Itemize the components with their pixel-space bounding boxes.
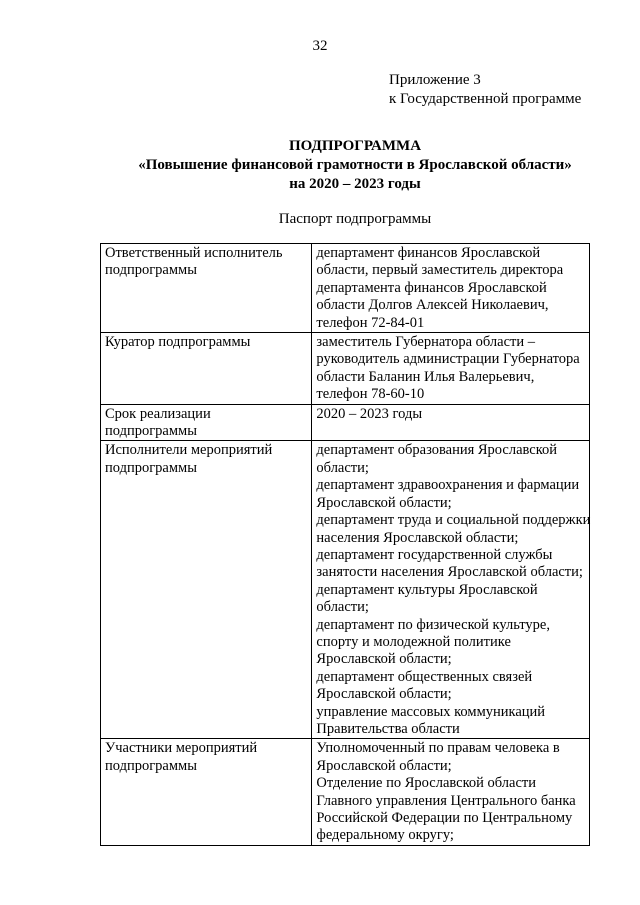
row-value-line: Российской Федерации по Центральному xyxy=(316,810,573,826)
row-value-line: 2020 – 2023 годы xyxy=(316,405,423,422)
row-value-line: области Долгов Алексей Николаевич, xyxy=(316,297,549,314)
row-label-cell xyxy=(101,333,312,405)
passport-table-body xyxy=(101,244,590,846)
table-row xyxy=(101,333,590,405)
row-value-line: спорту и молодежной политике xyxy=(316,633,511,650)
appendix-note xyxy=(389,71,581,109)
row-value-line: департамент общественных связей xyxy=(316,668,533,685)
row-label-cell xyxy=(101,244,312,333)
row-value-line: Отделение по Ярославской области xyxy=(316,775,536,792)
row-label-line: Куратор подпрограммы xyxy=(105,334,251,351)
row-value-line: Главного управления Центрального банка xyxy=(316,792,576,809)
row-value-cell xyxy=(312,333,590,405)
row-value-cell xyxy=(312,441,590,739)
row-label-cell xyxy=(101,739,312,845)
row-value-line: департамент государственной службы xyxy=(316,546,553,563)
row-label-line: Исполнители мероприятий xyxy=(105,442,273,459)
row-value-line: Ярославской области; xyxy=(316,686,452,703)
appendix-line-2: к Государственной программе xyxy=(389,91,582,107)
row-value-line: области Баланин Илья Валерьевич, xyxy=(316,368,535,385)
row-value-line: области; xyxy=(316,459,369,476)
row-value-line: телефон 78-60-10 xyxy=(316,386,425,403)
table-row xyxy=(101,244,590,333)
row-value-line: департамент здравоохранения и фармации xyxy=(316,477,580,494)
appendix-line-1: Приложение 3 xyxy=(389,72,481,88)
row-value-line: Правительства области xyxy=(316,720,460,737)
row-label-line: Участники мероприятий xyxy=(105,740,258,757)
row-value-line: департамент финансов Ярославской xyxy=(316,245,541,261)
row-value-cell xyxy=(312,404,590,441)
row-value-line: Ярославской области; xyxy=(316,651,452,668)
row-value-line: заместитель Губернатора области – xyxy=(316,334,535,351)
row-value-cell xyxy=(312,244,590,333)
row-label-cell xyxy=(101,404,312,441)
row-value-line: департамент культуры Ярославской xyxy=(316,581,538,598)
row-label-line: подпрограммы xyxy=(105,423,197,440)
page-number: 32 xyxy=(312,38,328,54)
heading-line-1: ПОДПРОГРАММА xyxy=(288,138,422,154)
row-label-line: подпрограммы xyxy=(105,757,197,774)
row-label-line: Ответственный исполнитель xyxy=(105,245,283,261)
row-label-line: подпрограммы xyxy=(105,459,197,476)
row-value-line: департамента финансов Ярославской xyxy=(316,279,547,296)
row-value-line: области, первый заместитель директора xyxy=(316,262,564,279)
row-value-line: департамент образования Ярославской xyxy=(316,442,558,459)
row-label-line: Срок реализации xyxy=(105,405,211,422)
row-value-line: занятости населения Ярославской области; xyxy=(316,564,583,581)
table-row xyxy=(101,441,590,739)
row-value-line: населения Ярославской области; xyxy=(316,529,519,546)
row-value-line: департамент по физической культуре, xyxy=(316,616,550,633)
row-value-line: федеральному округу; xyxy=(316,827,454,844)
table-row xyxy=(101,739,590,845)
heading-line-2: «Повышение финансовой грамотности в Ярославской области» xyxy=(138,157,572,173)
passport-title: Паспорт подпрограммы xyxy=(278,211,432,227)
passport-table xyxy=(100,243,590,846)
row-value-line: области; xyxy=(316,599,369,616)
row-value-line: Ярославской области; xyxy=(316,494,452,511)
row-value-cell xyxy=(312,739,590,845)
table-row xyxy=(101,404,590,441)
row-label-line: подпрограммы xyxy=(105,262,197,279)
row-label-cell xyxy=(101,441,312,739)
row-value-line: руководитель администрации Губернатора xyxy=(316,351,580,368)
row-value-line: Ярославской области; xyxy=(316,757,452,774)
heading-line-3: на 2020 – 2023 годы xyxy=(289,176,421,192)
subprogram-heading xyxy=(0,137,640,194)
row-value-line: Уполномоченный по правам человека в xyxy=(316,740,560,757)
row-value-line: департамент труда и социальной поддержки xyxy=(316,512,591,529)
row-value-line: управление массовых коммуникаций xyxy=(316,703,546,720)
row-value-line: телефон 72-84-01 xyxy=(316,314,425,331)
